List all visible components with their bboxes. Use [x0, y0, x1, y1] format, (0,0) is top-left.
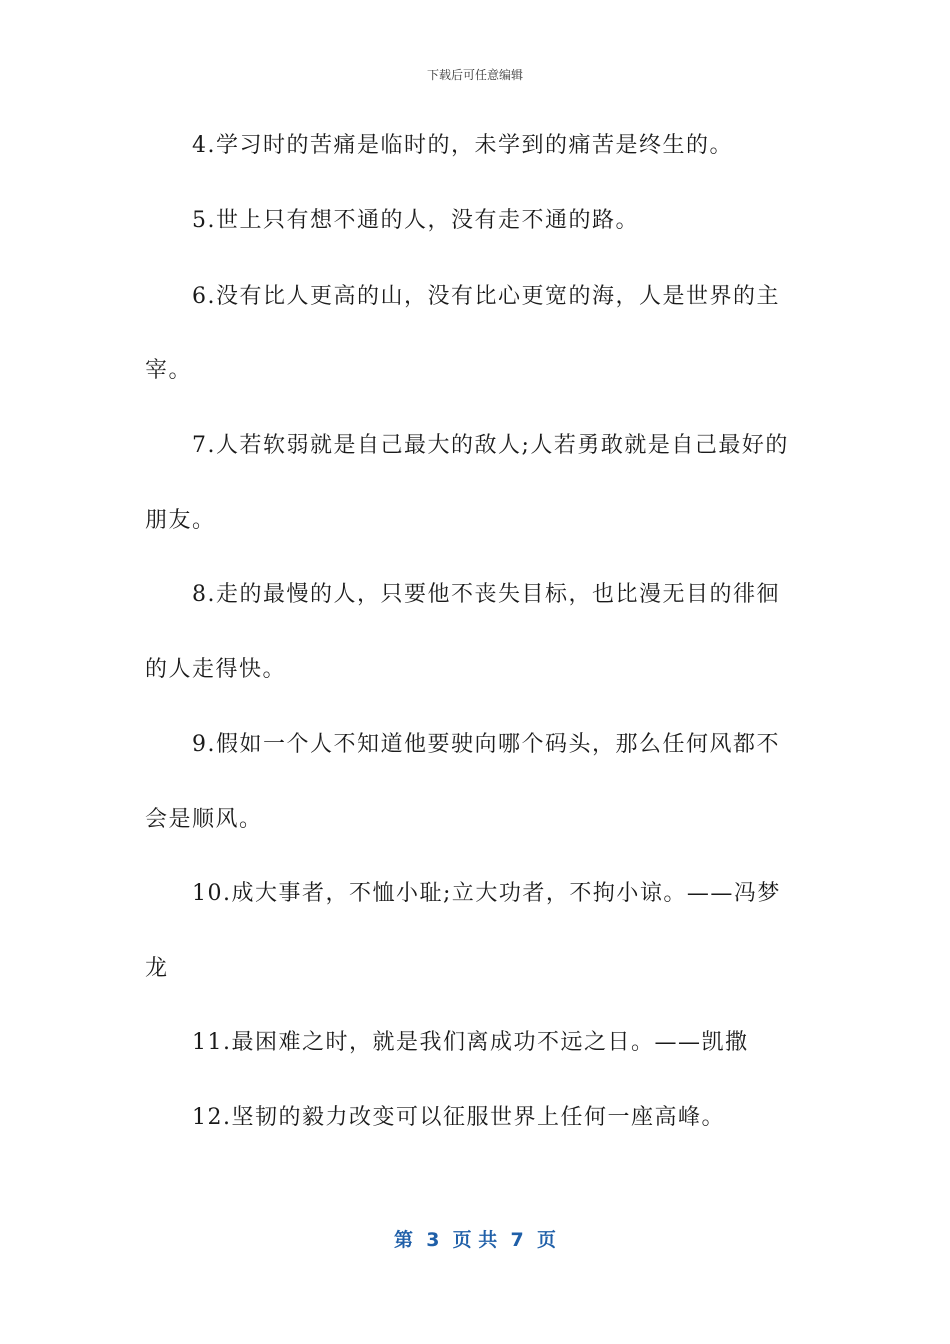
paragraph-line: 6.没有比人更高的山，没有比心更宽的海，人是世界的主	[192, 284, 780, 309]
page-number-footer: 第 3 页 共 7 页	[394, 1229, 556, 1251]
paragraph-line: 4.学习时的苦痛是临时的，未学到的痛苦是终生的。	[192, 133, 733, 158]
paragraph-line: 宰。	[145, 358, 193, 383]
paragraph-line: 10.成大事者，不恤小耻;立大功者，不拘小谅。——冯梦	[192, 881, 781, 906]
paragraph-line: 11.最困难之时，就是我们离成功不远之日。——凯撒	[192, 1030, 749, 1055]
paragraph-line: 5.世上只有想不通的人，没有走不通的路。	[192, 208, 639, 233]
paragraph-line: 7.人若软弱就是自己最大的敌人;人若勇敢就是自己最好的	[192, 433, 789, 458]
paragraph-line: 会是顺风。	[145, 807, 263, 832]
paragraph-line: 12.坚韧的毅力改变可以征服世界上任何一座高峰。	[192, 1105, 725, 1130]
paragraph-line: 龙	[145, 956, 169, 981]
paragraph-line: 9.假如一个人不知道他要驶向哪个码头，那么任何风都不	[192, 732, 780, 757]
paragraph-line: 的人走得快。	[145, 657, 287, 682]
page-header: 下载后可任意编辑	[426, 68, 523, 82]
paragraph-line: 8.走的最慢的人，只要他不丧失目标，也比漫无目的徘徊	[192, 582, 780, 607]
paragraph-line: 朋友。	[145, 508, 216, 533]
